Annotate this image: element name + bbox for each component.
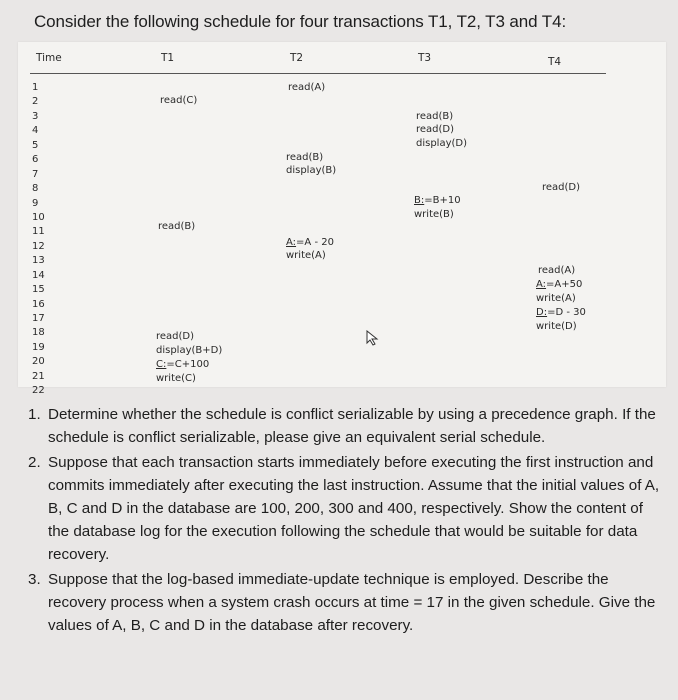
time-14: 14 bbox=[32, 269, 45, 281]
time-11: 11 bbox=[32, 226, 45, 238]
t3-read-b: read(B) bbox=[416, 111, 454, 122]
time-3: 3 bbox=[32, 110, 39, 122]
col-header-time: Time bbox=[36, 52, 62, 64]
t2-assign-a-var: A: bbox=[286, 237, 297, 248]
t1-assign-c bbox=[156, 358, 209, 371]
t3-display-d: display(D) bbox=[416, 138, 468, 149]
time-1: 1 bbox=[32, 82, 39, 93]
t4-assign-a-var: A: bbox=[536, 279, 547, 290]
question-list bbox=[22, 403, 662, 639]
t2-assign-a-rest: =A - 20 bbox=[296, 237, 334, 248]
t4-write-d: write(D) bbox=[536, 321, 577, 332]
t2-write-a: write(A) bbox=[286, 250, 326, 261]
header-divider bbox=[30, 73, 606, 74]
time-17: 17 bbox=[32, 313, 45, 324]
t2-display-b: display(B) bbox=[286, 165, 337, 176]
time-10: 10 bbox=[32, 211, 45, 223]
t3-assign-b-var: B: bbox=[414, 195, 425, 206]
t3-assign-b bbox=[414, 194, 461, 207]
mouse-pointer-icon bbox=[366, 330, 380, 346]
t4-write-a: write(A) bbox=[536, 293, 576, 304]
time-8: 8 bbox=[32, 183, 39, 195]
t4-assign-a bbox=[536, 278, 582, 291]
t1-display-bd: display(B+D) bbox=[156, 345, 223, 356]
t4-assign-d-rest: =D - 30 bbox=[547, 307, 586, 318]
question-number: 3. bbox=[28, 571, 41, 588]
t1-assign-c-rest: =C+100 bbox=[166, 359, 210, 370]
question-item bbox=[22, 451, 662, 566]
time-column bbox=[32, 81, 45, 399]
question-text: Suppose that the log-based immediate-update technique is employed. Describe the recovery process when a system crash occurs at time = 17 in the given schedule. Give the values of A, B, C and D in the database after recovery. bbox=[48, 571, 656, 634]
question-text: Suppose that each transaction starts immediately before executing the first instruction and commits immediately after executing the last instruction. Assume that the initial values of A, B, C and D in the database are 100, 200, 300 and 400, respectively. Show the content of the database log for the execution following the schedule that would be suitable for data recovery. bbox=[48, 454, 660, 563]
t3-assign-b-rest: =B+10 bbox=[424, 195, 461, 206]
schedule-table bbox=[18, 42, 666, 397]
t4-assign-a-rest: =A+50 bbox=[546, 279, 583, 290]
t1-read-b: read(B) bbox=[158, 221, 196, 232]
col-header-t4: T4 bbox=[548, 56, 562, 68]
time-21: 21 bbox=[32, 370, 45, 382]
t1-assign-c-var: C: bbox=[156, 359, 167, 370]
col-header-t3: T3 bbox=[418, 52, 432, 64]
time-20: 20 bbox=[32, 356, 45, 368]
time-22: 22 bbox=[32, 385, 45, 397]
t1-write-c: write(C) bbox=[156, 373, 196, 384]
question-text: Determine whether the schedule is conflict serializable by using a precedence graph. If the schedule is conflict serializable, please give an equivalent serial schedule. bbox=[48, 406, 656, 446]
t4-assign-d bbox=[536, 306, 586, 319]
question-number: 1. bbox=[28, 406, 41, 423]
t1-read-d: read(D) bbox=[156, 331, 195, 342]
t4-assign-d-var: D: bbox=[536, 307, 548, 318]
time-7: 7 bbox=[32, 168, 39, 180]
time-12: 12 bbox=[32, 240, 45, 252]
time-6: 6 bbox=[32, 154, 39, 166]
time-16: 16 bbox=[32, 298, 45, 310]
question-heading: Consider the following schedule for four transactions T1, T2, T3 and T4: bbox=[34, 12, 567, 31]
time-19: 19 bbox=[32, 341, 45, 353]
time-9: 9 bbox=[32, 197, 39, 209]
time-4: 4 bbox=[32, 125, 39, 137]
time-2: 2 bbox=[32, 96, 39, 108]
t4-read-d: read(D) bbox=[542, 182, 581, 193]
col-header-t2: T2 bbox=[290, 52, 304, 64]
time-13: 13 bbox=[32, 255, 45, 267]
time-15: 15 bbox=[32, 284, 45, 296]
t1-read-c: read(C) bbox=[160, 95, 198, 106]
t3-read-d: read(D) bbox=[416, 124, 455, 135]
time-5: 5 bbox=[32, 139, 39, 151]
t2-assign-a bbox=[286, 236, 334, 249]
t3-write-b: write(B) bbox=[414, 209, 454, 220]
question-item bbox=[22, 403, 662, 449]
col-header-t1: T1 bbox=[161, 52, 175, 64]
question-item bbox=[22, 568, 662, 637]
t2-read-b: read(B) bbox=[286, 152, 324, 163]
question-number: 2. bbox=[28, 454, 41, 471]
t2-read-a: read(A) bbox=[288, 82, 326, 93]
t4-read-a: read(A) bbox=[538, 265, 576, 276]
time-18: 18 bbox=[32, 327, 45, 339]
